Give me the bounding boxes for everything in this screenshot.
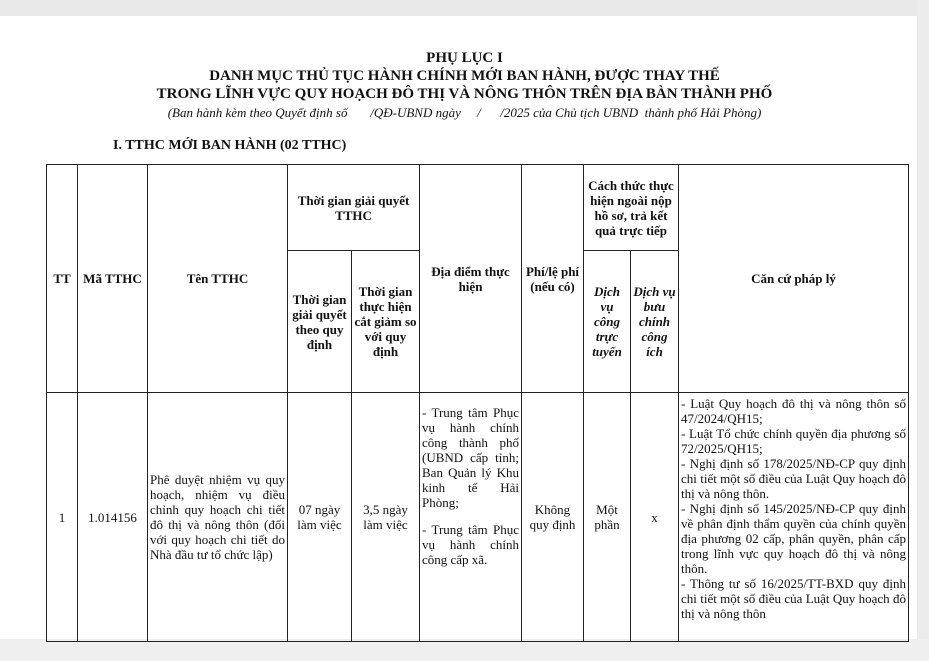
cell-online-service: Một phần — [584, 393, 631, 642]
legal-item: - Thông tư số 16/2025/TT-BXD quy định chi tiết một số điều của Luật Quy hoạch đô thị và nông thôn — [681, 576, 906, 621]
header-time-reduced: Thời gian thực hiện cắt giảm so với quy định — [352, 251, 420, 393]
table-row — [47, 393, 909, 642]
header-ten-tthc: Tên TTHC — [148, 165, 288, 393]
header-online-service: Dịch vụ công trực tuyến — [584, 251, 631, 393]
cell-postal-service: x — [631, 393, 679, 642]
decision-subtitle: (Ban hành kèm theo Quyết định số /QĐ-UBND ngày / /2025 của Chủ tịch UBND thành phố Hải Phòng) — [167, 105, 762, 120]
header-tt: TT — [47, 165, 78, 393]
cell-place — [420, 393, 522, 642]
header-time-group: Thời gian giải quyết TTHC — [288, 165, 420, 251]
legal-item: - Luật Quy hoạch đô thị và nông thôn số 47/2024/QH15; — [681, 396, 906, 426]
place-item-commune: - Trung tâm Phục vụ hành chính công cấp xã. — [422, 522, 519, 567]
appendix-title: PHỤ LỤC I — [426, 50, 503, 66]
legal-item: - Nghị định số 145/2025/NĐ-CP quy định về phân định thẩm quyền của chính quyền địa phương 02 cấp, phân quyền, phân cấp trong lĩnh vực quy hoạch đô thị và nông thôn. — [681, 501, 906, 576]
document-header — [0, 49, 929, 121]
cell-legal-basis — [679, 393, 909, 642]
header-postal-service: Dịch vụ bưu chính công ích — [631, 251, 679, 393]
field-title: TRONG LĨNH VỰC QUY HOẠCH ĐÔ THỊ VÀ NÔNG THÔN TRÊN ĐỊA BÀN THÀNH PHỐ — [156, 86, 773, 102]
cell-ma-tthc: 1.014156 — [78, 393, 148, 642]
cell-tt: 1 — [47, 393, 78, 642]
procedure-table — [46, 164, 909, 642]
place-item-city: - Trung tâm Phục vụ hành chính công thành phố (UBND cấp tỉnh; Ban Quản lý Khu kinh tế Hải Phòng; — [422, 405, 519, 510]
cell-time-regulated: 07 ngày làm việc — [288, 393, 352, 642]
cell-fee: Không quy định — [522, 393, 584, 642]
list-title: DANH MỤC THỦ TỤC HÀNH CHÍNH MỚI BAN HÀNH, ĐƯỢC THAY THẾ — [209, 68, 720, 84]
header-method-group: Cách thức thực hiện ngoài nộp hồ sơ, trả kết quả trực tiếp — [584, 165, 679, 251]
viewer-top-bar — [0, 0, 929, 16]
legal-item: - Luật Tổ chức chính quyền địa phương số 72/2025/QH15; — [681, 426, 906, 456]
header-time-regulated: Thời gian giải quyết theo quy định — [288, 251, 352, 393]
cell-time-reduced: 3,5 ngày làm việc — [352, 393, 420, 642]
cell-ten-tthc: Phê duyệt nhiệm vụ quy hoạch, nhiệm vụ điều chỉnh quy hoạch chi tiết đô thị và nông thôn (đối với quy hoạch chi tiết do Nhà đầu tư tổ chức lập) — [148, 393, 288, 642]
section-title: I. TTHC MỚI BAN HÀNH (02 TTHC) — [113, 138, 347, 153]
header-place: Địa điểm thực hiện — [420, 165, 522, 393]
legal-item: - Nghị định số 178/2025/NĐ-CP quy định chi tiết một số điều của Luật Quy hoạch đô thị và nông thôn. — [681, 456, 906, 501]
header-ma-tthc: Mã TTHC — [78, 165, 148, 393]
header-legal-basis: Căn cứ pháp lý — [679, 165, 909, 393]
viewer-bottom-bar — [0, 639, 929, 661]
header-fee: Phí/lệ phí (nếu có) — [522, 165, 584, 393]
